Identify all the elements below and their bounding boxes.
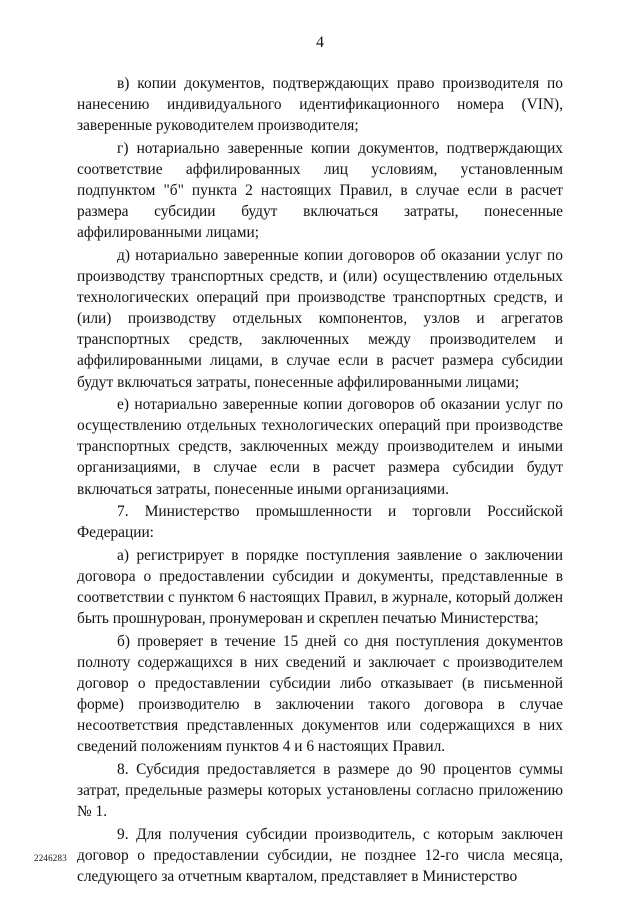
paragraph-6e: е) нотариально заверенные копии договоров об оказании услуг по осуществлению отдельных технологических операций при производстве транспортных средств, заключенных между производителем и иными организациями, в случае если в расчет размера субсидии будут включаться затраты, понесенные иными организациями. <box>77 396 563 498</box>
paragraph-7b: б) проверяет в течение 15 дней со дня поступления документов полноту содержащихся в них сведений и заключает с производителем договор о предоставлении субсидии либо отказывает (в письменной форме) производителю в заключении такого договора в случае несоответствия представленных документов или содержащихся в них сведений положениям пунктов 4 и 6 настоящих Правил. <box>77 633 563 756</box>
paragraph-7a: а) регистрирует в порядке поступления заявление о заключении договора о предоставлении субсидии и документы, представленные в соответствии с пунктом 6 настоящих Правил, в журнале, который должен быть прошнурован, пронумерован и скреплен печатью Министерства; <box>77 547 563 628</box>
paragraph-7: 7. Министерство промышленности и торговли Российской Федерации: <box>77 503 563 542</box>
document-body <box>77 73 563 889</box>
document-code: 2246283 <box>34 853 67 863</box>
paragraph-8: 8. Субсидия предоставляется в размере до 90 процентов суммы затрат, предельные размеры которых установлены согласно приложению № 1. <box>77 761 563 821</box>
paragraph-6g: г) нотариально заверенные копии документов, подтверждающих соответствие аффилированных лиц условиям, установленным подпунктом "б" пункта 2 настоящих Правил, в случае если в расчет размера субсидии будут включаться затраты, понесенные аффилированными лицами; <box>77 139 563 242</box>
paragraph-6v: в) копии документов, подтверждающих право производителя по нанесению индивидуального идентификационного номера (VIN), заверенные руководителем производителя; <box>77 75 563 135</box>
page-number: 4 <box>316 34 324 51</box>
paragraph-9: 9. Для получения субсидии производитель, с которым заключен договор о предоставлении субсидии, не позднее 12-го числа месяца, следующего за отчетным кварталом, представляет в Министерство <box>77 826 563 886</box>
paragraph-6d: д) нотариально заверенные копии договоров об оказании услуг по производству транспортных средств, и (или) осуществлению отдельных технологических операций при производстве транспортных средств, и (или) производству отдельных компонентов, узлов и агрегатов транспортных средств, заключенных между производителем и аффилированными лицами, в случае если в расчет размера субсидии будут включаться затраты, понесенные аффилированными лицами; <box>77 246 563 391</box>
